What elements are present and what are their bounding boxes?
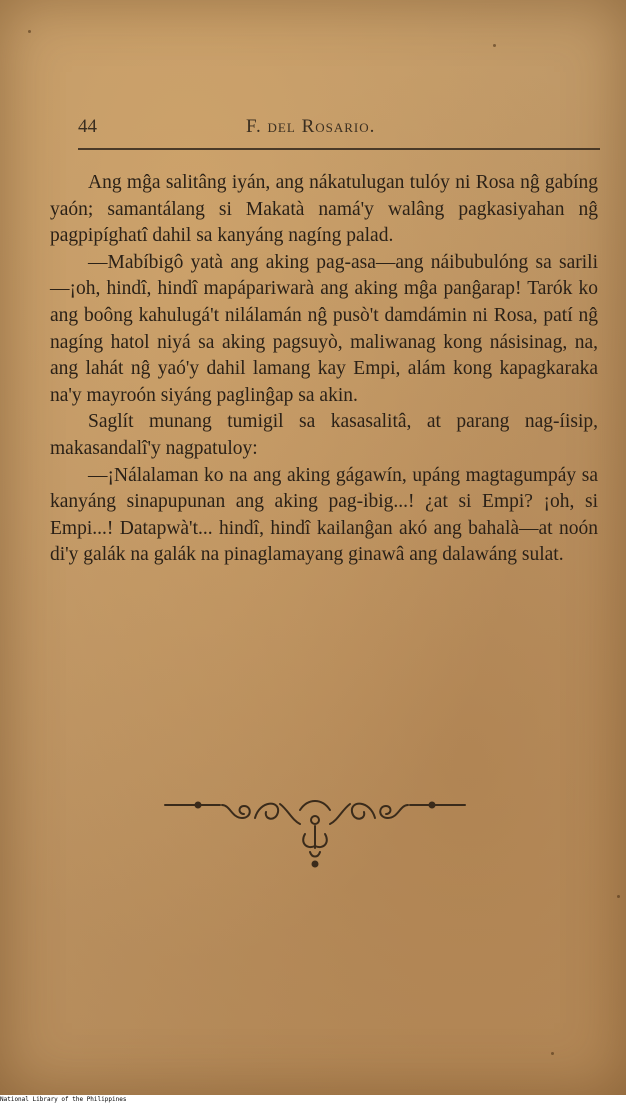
header-rule (78, 148, 600, 150)
running-head: F. del Rosario. (246, 116, 376, 137)
paper-speck (28, 30, 31, 33)
page-number: 44 (78, 116, 97, 137)
paragraph: Saglít munang tumigil sa kasasalitâ, at parang nag-íisip, makasandalî'y nagpatuloy: (50, 411, 598, 459)
paper-speck (493, 44, 496, 47)
library-credit: National Library of the Philippines (0, 1096, 127, 1103)
paper-speck (617, 895, 620, 898)
paper-speck (551, 1052, 554, 1055)
page-header (78, 116, 598, 144)
paragraph: Ang mĝa salitâng iyán, ang nákatulugan tulóy ni Rosa nĝ gabíng yaón; samantálang si Makatà namá'y walâng pagkasiyahan nĝ pagpipíghatî dahil sa kanyáng nagíng palad. (50, 172, 598, 247)
paragraph: —Mabíbigô yatà ang aking pag-asa—ang náibubulóng sa sarili—¡oh, hindî, hindî mapápariwarà ang aking mĝa panĝarap! Tarók ko ang boông kahulugá't nilálamán nĝ pusò't damdámin ni Rosa, patí nĝ nagíng hatol niyá sa aking pagsuyò, maliwanag kong násisinag, na, ang lahát nĝ yaó'y dahil lamang kay Empi, alám kong kapagkaraka na'y mayroón siyáng paglinĝap sa akin. (50, 251, 598, 406)
paragraph: —¡Nálalaman ko na ang aking gágawín, upáng magtagumpáy sa kanyáng sinapupunan ang aking pag-ibig...! ¿at si Empi? ¡oh, si Empi...! Datapwà't... hindî, hindî kailanĝan akó ang bahalà—at noón di'y galák na galák na pinaglamayang ginawâ ang dalawáng sulat. (50, 464, 598, 566)
floral-scroll-ornament-icon (160, 790, 470, 875)
body-text (50, 170, 598, 569)
